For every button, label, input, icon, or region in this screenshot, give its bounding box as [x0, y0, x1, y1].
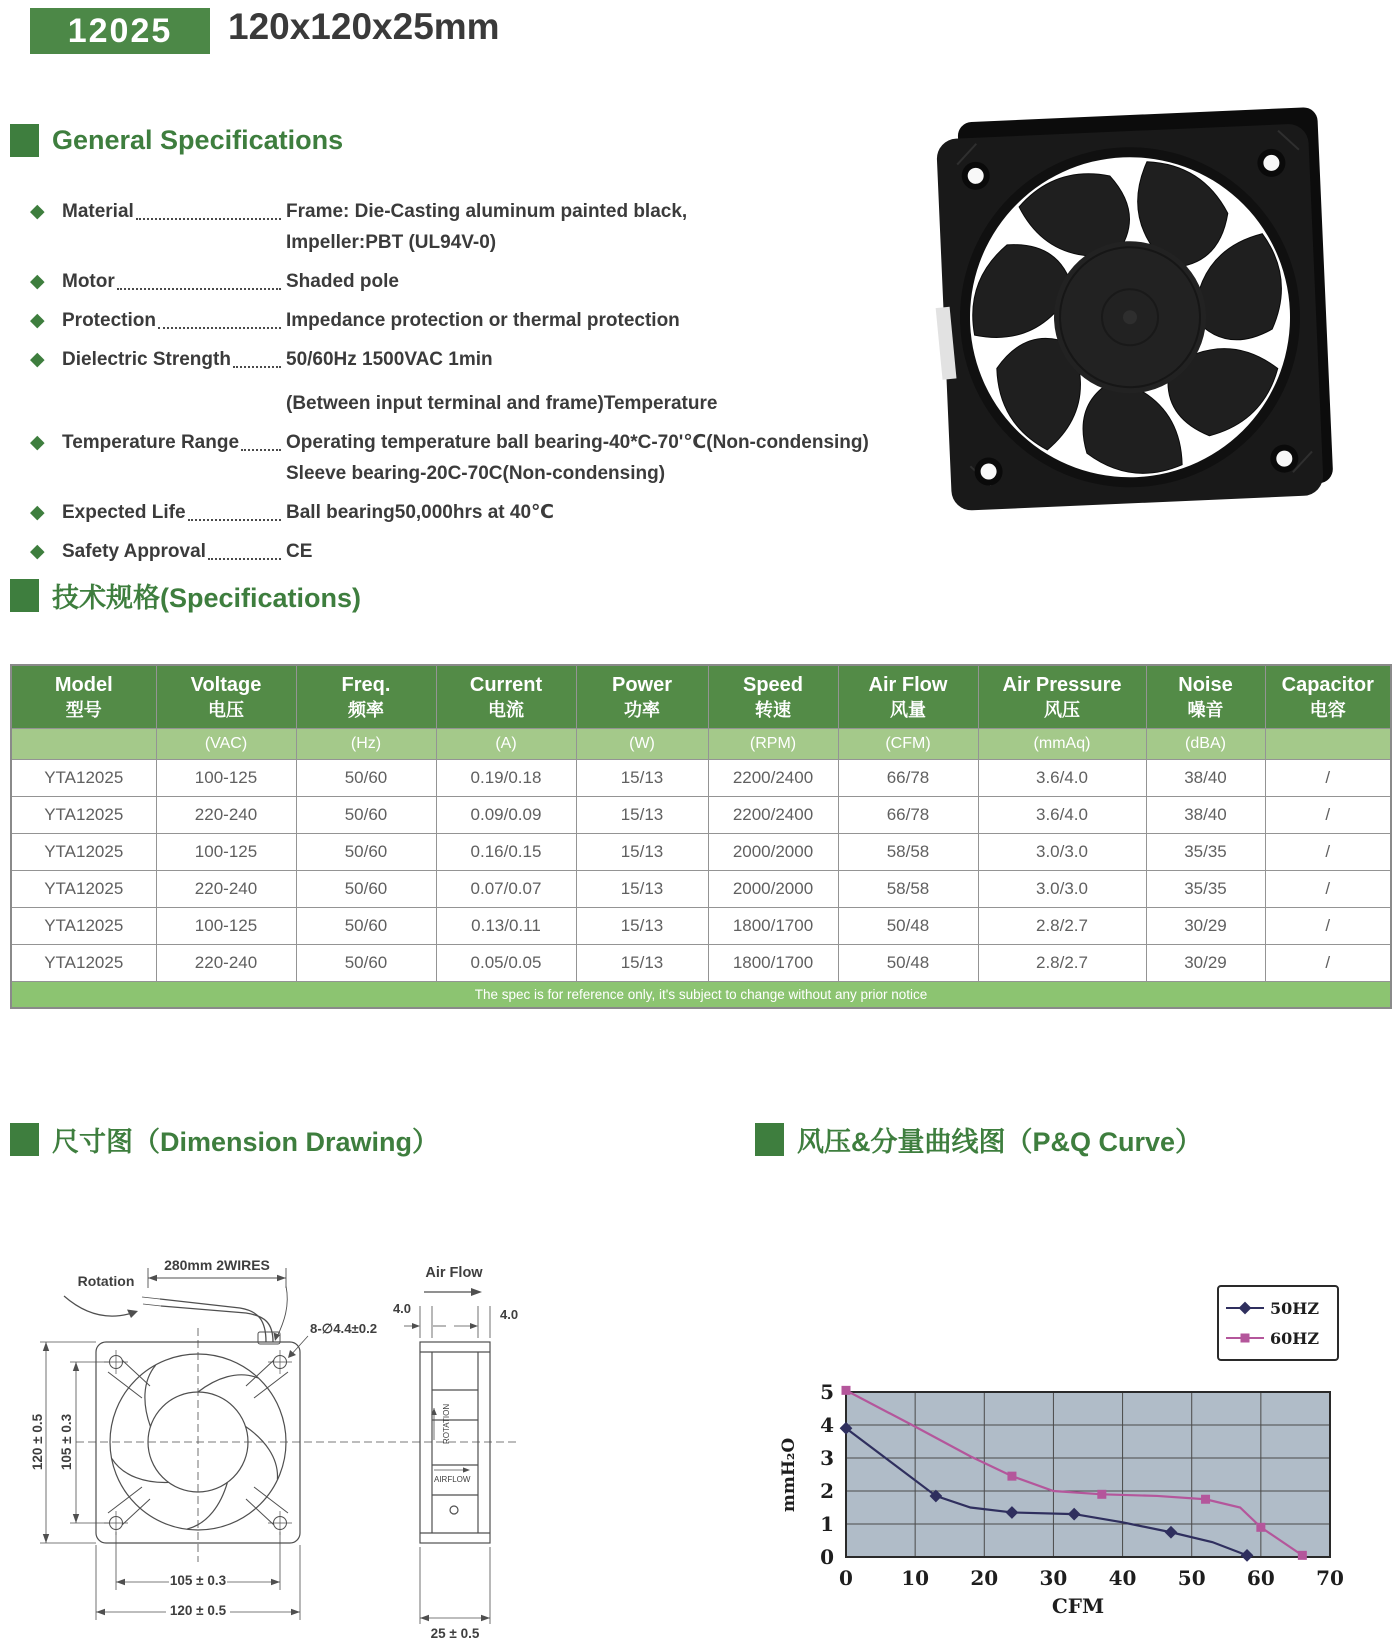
y-axis-label: mmH₂O	[779, 1437, 799, 1513]
unit-cell: (RPM)	[708, 729, 838, 760]
holes-label: 8-∅4.4±0.2	[310, 1321, 378, 1336]
table-cell: /	[1265, 834, 1391, 871]
pq-curve-title-text: 风压&分量曲线图（P&Q Curve）	[797, 1127, 1203, 1157]
spec-item	[30, 344, 935, 419]
spec-item-value: Frame: Die-Casting aluminum painted black, Impeller:PBT (UL94V-0)	[286, 201, 688, 253]
unit-cell: (A)	[436, 729, 576, 760]
table-cell: 3.0/3.0	[978, 834, 1146, 871]
unit-cell: (mmAq)	[978, 729, 1146, 760]
dotted-leader	[188, 519, 281, 521]
spec-table	[10, 664, 1392, 1009]
table-cell: 2200/2400	[708, 797, 838, 834]
spec-item	[30, 266, 935, 297]
table-cell: 100-125	[156, 908, 296, 945]
wires-label: 280mm 2WIRES	[164, 1257, 270, 1273]
svg-text:4: 4	[820, 1413, 834, 1437]
dotted-leader	[233, 366, 281, 368]
unit-cell: (W)	[576, 729, 708, 760]
table-cell: 15/13	[576, 945, 708, 982]
svg-text:50: 50	[1177, 1566, 1206, 1590]
table-cell: 2.8/2.7	[978, 908, 1146, 945]
diamond-bullet-icon: ◆	[30, 201, 45, 222]
table-cell: 50/60	[296, 797, 436, 834]
unit-cell: (CFM)	[838, 729, 978, 760]
general-specs-title-text: General Specifications	[52, 125, 344, 155]
table-cell: 0.13/0.11	[436, 908, 576, 945]
fan-photo-illustration	[930, 80, 1340, 546]
column-header: Noise 噪音	[1146, 665, 1265, 729]
dimension-title-text: 尺寸图（Dimension Drawing）	[52, 1127, 440, 1157]
svg-text:70: 70	[1316, 1566, 1344, 1590]
table-cell: /	[1265, 871, 1391, 908]
svg-text:20: 20	[970, 1566, 999, 1590]
diamond-bullet-icon: ◆	[30, 310, 45, 331]
spec-item-value: Ball bearing50,000hrs at 40℃	[286, 502, 555, 523]
svg-text:30: 30	[1039, 1566, 1068, 1590]
unit-cell: (Hz)	[296, 729, 436, 760]
width-outer-label: 120 ± 0.5	[169, 1603, 227, 1618]
spec-item	[30, 427, 935, 489]
svg-text:0: 0	[820, 1545, 834, 1569]
table-cell: 58/58	[838, 834, 978, 871]
dotted-leader	[117, 288, 281, 290]
table-cell: 0.19/0.18	[436, 760, 576, 797]
dimension-drawing	[30, 1180, 630, 1646]
side-rotation-label: ROTATION	[442, 1403, 451, 1444]
spec-item-value: Operating temperature ball bearing-40*C-70'℃(Non-condensing) Sleeve bearing-20C-70C(Non-condensing)	[286, 432, 869, 484]
table-cell: 100-125	[156, 834, 296, 871]
table-cell: 50/48	[838, 945, 978, 982]
table-cell: 15/13	[576, 908, 708, 945]
spec-item-label: Temperature Range	[62, 427, 286, 458]
column-header: Voltage 电压	[156, 665, 296, 729]
table-row	[11, 760, 1391, 797]
table-row	[11, 945, 1391, 982]
dimension-title	[10, 1120, 439, 1159]
table-cell: 0.09/0.09	[436, 797, 576, 834]
spec-table-title-text: 技术规格(Specifications)	[52, 583, 362, 613]
table-cell: YTA12025	[11, 760, 156, 797]
column-header: Power 功率	[576, 665, 708, 729]
flange-left-label: 4.0	[392, 1301, 412, 1316]
table-cell: 35/35	[1146, 871, 1265, 908]
table-cell: 1800/1700	[708, 908, 838, 945]
rotation-label: Rotation	[77, 1273, 135, 1289]
model-badge	[30, 8, 210, 54]
column-header: Air Pressure 风压	[978, 665, 1146, 729]
table-cell: 220-240	[156, 871, 296, 908]
chart-legend	[1218, 1286, 1338, 1360]
table-cell: 50/60	[296, 834, 436, 871]
depth-label: 25 ± 0.5	[430, 1626, 480, 1641]
section-square-icon	[10, 124, 39, 157]
unit-cell	[1265, 729, 1391, 760]
table-cell: /	[1265, 908, 1391, 945]
table-cell: 3.0/3.0	[978, 871, 1146, 908]
units-row	[11, 729, 1391, 760]
spec-item-value: CE	[286, 541, 313, 562]
spec-item-label: Expected Life	[62, 497, 286, 528]
table-cell: 50/60	[296, 945, 436, 982]
unit-cell: (VAC)	[156, 729, 296, 760]
unit-cell	[11, 729, 156, 760]
svg-text:3: 3	[820, 1446, 834, 1470]
column-header: Current 电流	[436, 665, 576, 729]
table-row	[11, 834, 1391, 871]
table-cell: 66/78	[838, 760, 978, 797]
table-cell: 220-240	[156, 797, 296, 834]
legend-entry: 60HZ	[1270, 1329, 1320, 1348]
legend-entry: 50HZ	[1270, 1299, 1320, 1318]
column-header: Freq. 频率	[296, 665, 436, 729]
table-cell: 3.6/4.0	[978, 760, 1146, 797]
table-header-row	[11, 665, 1391, 729]
table-cell: /	[1265, 797, 1391, 834]
dotted-leader	[136, 218, 281, 220]
spec-item-label: Dielectric Strength	[62, 344, 286, 375]
spec-item	[30, 196, 935, 258]
spec-item	[30, 305, 935, 336]
table-cell: 0.05/0.05	[436, 945, 576, 982]
table-cell: 15/13	[576, 797, 708, 834]
height-inner-label: 105 ± 0.3	[59, 1413, 74, 1471]
table-cell: 30/29	[1146, 908, 1265, 945]
svg-text:5: 5	[820, 1380, 834, 1404]
diamond-bullet-icon: ◆	[30, 502, 45, 523]
table-cell: 50/48	[838, 908, 978, 945]
column-header: Speed 转速	[708, 665, 838, 729]
table-cell: 35/35	[1146, 834, 1265, 871]
table-cell: 0.16/0.15	[436, 834, 576, 871]
table-cell: 3.6/4.0	[978, 797, 1146, 834]
svg-text:0: 0	[839, 1566, 853, 1590]
table-cell: 38/40	[1146, 797, 1265, 834]
section-square-icon	[10, 1123, 39, 1156]
table-row	[11, 797, 1391, 834]
pq-curve-title	[755, 1120, 1202, 1159]
pq-curve-chart	[760, 1180, 1400, 1646]
fan-product-photo	[930, 80, 1340, 490]
svg-text:60: 60	[1246, 1566, 1275, 1590]
table-footnote: The spec is for reference only, it's subject to change without any prior notice	[11, 982, 1391, 1009]
table-cell: 2000/2000	[708, 834, 838, 871]
column-header: Capacitor 电容	[1265, 665, 1391, 729]
side-airflow-label: AIRFLOW	[434, 1475, 471, 1484]
x-axis-label: CFM	[1051, 1594, 1105, 1618]
model-badge-text: 12025	[67, 11, 173, 50]
height-outer-label: 120 ± 0.5	[30, 1413, 45, 1471]
diamond-bullet-icon: ◆	[30, 349, 45, 370]
general-specs-title	[10, 124, 343, 157]
spec-item-value: Shaded pole	[286, 271, 399, 292]
table-cell: /	[1265, 945, 1391, 982]
section-square-icon	[10, 579, 39, 612]
unit-cell: (dBA)	[1146, 729, 1265, 760]
table-cell: YTA12025	[11, 908, 156, 945]
table-cell: 15/13	[576, 834, 708, 871]
table-cell: 66/78	[838, 797, 978, 834]
spec-item-label: Motor	[62, 266, 286, 297]
spec-item-label: Protection	[62, 305, 286, 336]
table-cell: 38/40	[1146, 760, 1265, 797]
table-cell: 2000/2000	[708, 871, 838, 908]
table-row	[11, 871, 1391, 908]
pq-curve-chart-svg	[760, 1180, 1400, 1646]
column-header: Model 型号	[11, 665, 156, 729]
spec-table-title	[10, 576, 361, 615]
spec-item	[30, 497, 935, 528]
table-cell: 2.8/2.7	[978, 945, 1146, 982]
table-cell: /	[1265, 760, 1391, 797]
table-cell: YTA12025	[11, 834, 156, 871]
table-cell: 30/29	[1146, 945, 1265, 982]
table-cell: 58/58	[838, 871, 978, 908]
table-cell: 1800/1700	[708, 945, 838, 982]
general-specs-list	[30, 196, 935, 575]
spec-item-value: Impedance protection or thermal protection	[286, 310, 680, 331]
table-cell: 50/60	[296, 908, 436, 945]
diamond-bullet-icon: ◆	[30, 541, 45, 562]
table-cell: 0.07/0.07	[436, 871, 576, 908]
flange-right-label: 4.0	[500, 1307, 519, 1322]
table-cell: 50/60	[296, 871, 436, 908]
dotted-leader	[241, 449, 281, 451]
air-flow-label: Air Flow	[425, 1265, 483, 1281]
spec-item-label: Safety Approval	[62, 536, 286, 567]
table-footnote-row	[11, 982, 1391, 1009]
svg-text:10: 10	[901, 1566, 930, 1590]
table-cell: 220-240	[156, 945, 296, 982]
spec-item	[30, 536, 935, 567]
column-header: Air Flow 风量	[838, 665, 978, 729]
table-cell: YTA12025	[11, 945, 156, 982]
table-cell: YTA12025	[11, 871, 156, 908]
dimension-drawing-svg	[30, 1180, 630, 1646]
table-cell: 2200/2400	[708, 760, 838, 797]
svg-text:40: 40	[1108, 1566, 1137, 1590]
page-title: 120x120x25mm	[228, 6, 500, 47]
dotted-leader	[158, 327, 281, 329]
table-cell: YTA12025	[11, 797, 156, 834]
svg-text:1: 1	[820, 1512, 834, 1536]
svg-text:2: 2	[820, 1479, 834, 1503]
table-cell: 15/13	[576, 760, 708, 797]
dotted-leader	[208, 558, 281, 560]
table-cell: 100-125	[156, 760, 296, 797]
diamond-bullet-icon: ◆	[30, 271, 45, 292]
table-cell: 15/13	[576, 871, 708, 908]
table-row	[11, 908, 1391, 945]
spec-item-value: 50/60Hz 1500VAC 1min (Between input terminal and frame)Temperature	[286, 349, 718, 414]
diamond-bullet-icon: ◆	[30, 432, 45, 453]
spec-item-label: Material	[62, 196, 286, 227]
section-square-icon	[755, 1123, 784, 1156]
table-cell: 50/60	[296, 760, 436, 797]
width-inner-label: 105 ± 0.3	[169, 1573, 227, 1588]
